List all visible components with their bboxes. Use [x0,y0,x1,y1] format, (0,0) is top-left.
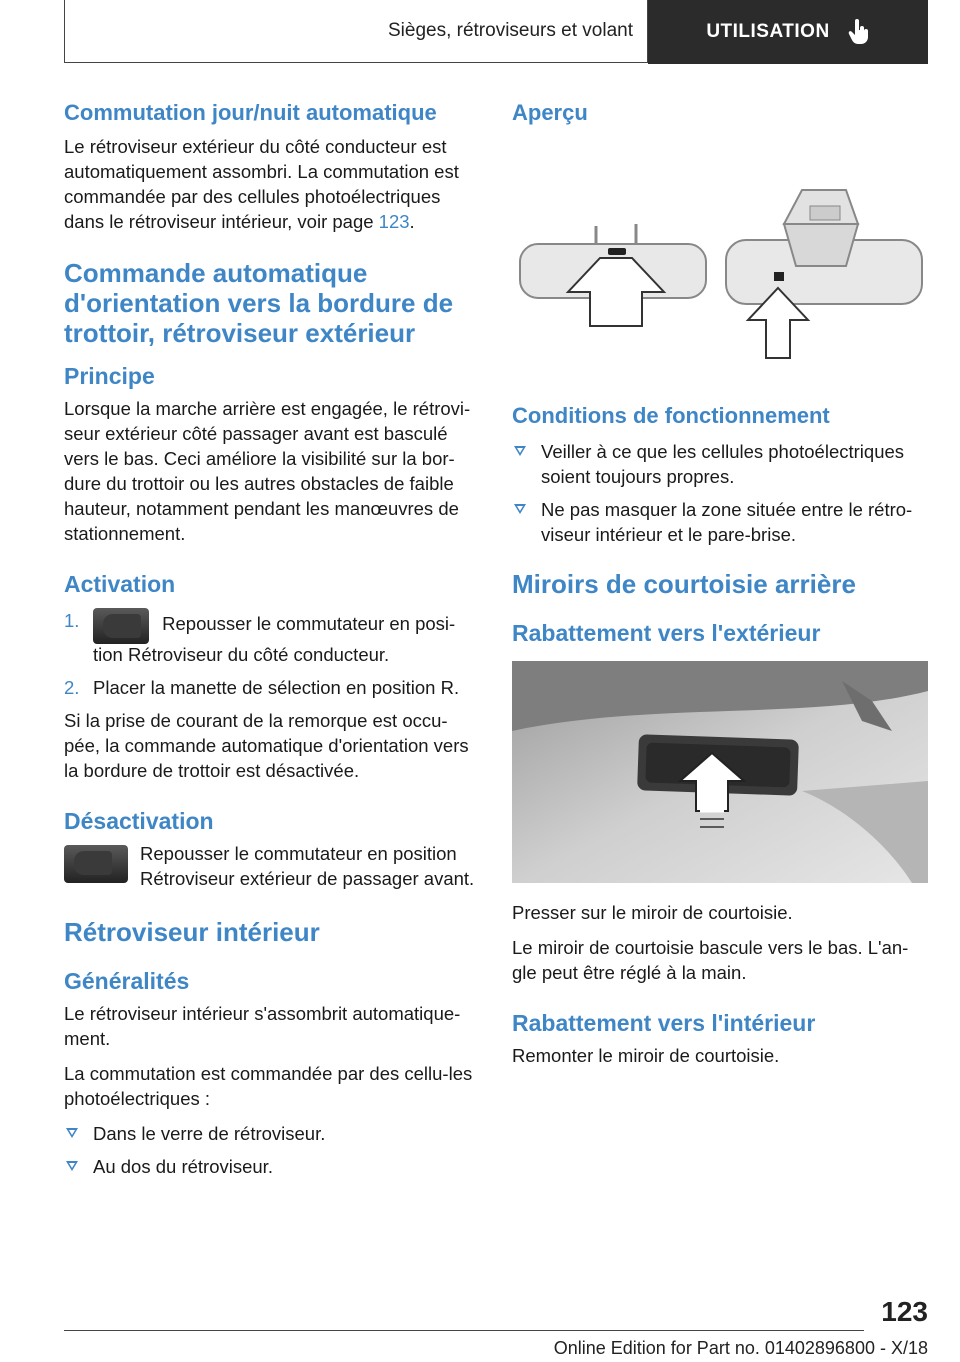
triangle-bullet-icon [514,446,526,456]
mirror-switch-icon [93,608,149,644]
heading-activation: Activation [64,571,176,597]
step-number: 1. [64,610,80,631]
bullet-text: Dans le verre de rétroviseur. [93,1123,326,1144]
paragraph-auto-dimming [64,134,478,234]
edition-footer: Online Edition for Part no. 01402896800 - X/18 [553,1338,928,1358]
chapter-title: UTILISATION [706,21,830,42]
paragraph-general-1: Le rétroviseur intérieur s'assombrit automatique‐ment. [64,1003,461,1049]
bullet-item [64,1121,478,1146]
triangle-bullet-icon [66,1161,78,1171]
chapter-tab [648,0,928,64]
paragraph-principe: Lorsque la marche arrière est engagée, le rétrovi‐seur extérieur côté passager avant est basculé vers le bas. Ceci améliore la visibilité sur la bor‐dure du trottoir ou les autres obstacles de faible hauteur, notamment pendant les manœuvres de stationnement. [64,398,471,544]
heading-curb-tilt: Commande automatique d'orientation vers la bordure de trottoir, rétroviseur extérieur [64,258,454,348]
bullet-text: Au dos du rétroviseur. [93,1156,273,1177]
deactivation-row [64,841,478,891]
step-text: Placer la manette de sélection en position R. [93,677,460,698]
heading-fold-in: Rabattement vers l'intérieur [512,1010,816,1036]
heading-general: Généralités [64,968,190,994]
bullet-item [64,1154,478,1179]
triangle-bullet-icon [514,504,526,514]
condition-item [512,497,928,547]
paragraph-fold-out-1: Presser sur le miroir de courtoisie. [512,902,793,923]
heading-fold-out: Rabattement vers l'extérieur [512,620,821,646]
heading-deactivation: Désactivation [64,808,214,834]
left-column [64,100,478,1187]
step-number: 2. [64,677,80,698]
hand-pointer-icon [848,19,870,45]
mirror-switch-icon [64,845,128,883]
vanity-mirror-photo [512,661,928,883]
heading-interior-mirror: Rétroviseur intérieur [64,917,320,947]
step-1 [64,608,478,667]
paragraph-general-2: La commutation est commandée par des cellu‐les photoélectriques : [64,1063,473,1109]
section-title: Sièges, rétroviseurs et volant [64,0,648,63]
text: Le rétroviseur extérieur du côté conducteur est automatiquement assombri. La commutation est commandée par des cellules photoélectriques dans le rétroviseur intérieur, voir page [64,136,459,232]
page-header [64,0,928,64]
condition-item [512,439,928,489]
heading-conditions: Conditions de fonctionnement [512,403,830,428]
right-column [512,100,928,1078]
page-link[interactable]: 123 [378,211,410,232]
paragraph-trailer: Si la prise de courant de la remorque est occu‐pée, la commande automatique d'orientation vers la bordure de trottoir est désactivée. [64,710,469,781]
heading-apercu: Aperçu [512,100,588,125]
footer-divider [64,1330,864,1331]
step-text: Repousser le commutateur en posi‐tion Rétroviseur du côté conducteur. [93,612,456,665]
heading-vanity-mirrors: Miroirs de courtoisie arrière [512,569,856,599]
paragraph-fold-out-2: Le miroir de courtoisie bascule vers le bas. L'an‐gle peut être réglé à la main. [512,937,909,983]
text: . [409,211,415,232]
heading-principe: Principe [64,363,155,389]
condition-text: Ne pas masquer la zone située entre le rétro‐viseur intérieur et le pare-brise. [541,499,913,545]
condition-text: Veiller à ce que les cellules photoélectriques soient toujours propres. [541,441,905,487]
interior-mirror-illustration [512,154,928,384]
triangle-bullet-icon [66,1128,78,1138]
heading-auto-dimming: Commutation jour/nuit automatique [64,100,437,125]
step-2 [64,675,478,700]
page-number: 123 [881,1296,928,1327]
paragraph-deactivation: Repousser le commutateur en position Rétroviseur extérieur de passager avant. [140,843,475,889]
paragraph-fold-in: Remonter le miroir de courtoisie. [512,1045,780,1066]
